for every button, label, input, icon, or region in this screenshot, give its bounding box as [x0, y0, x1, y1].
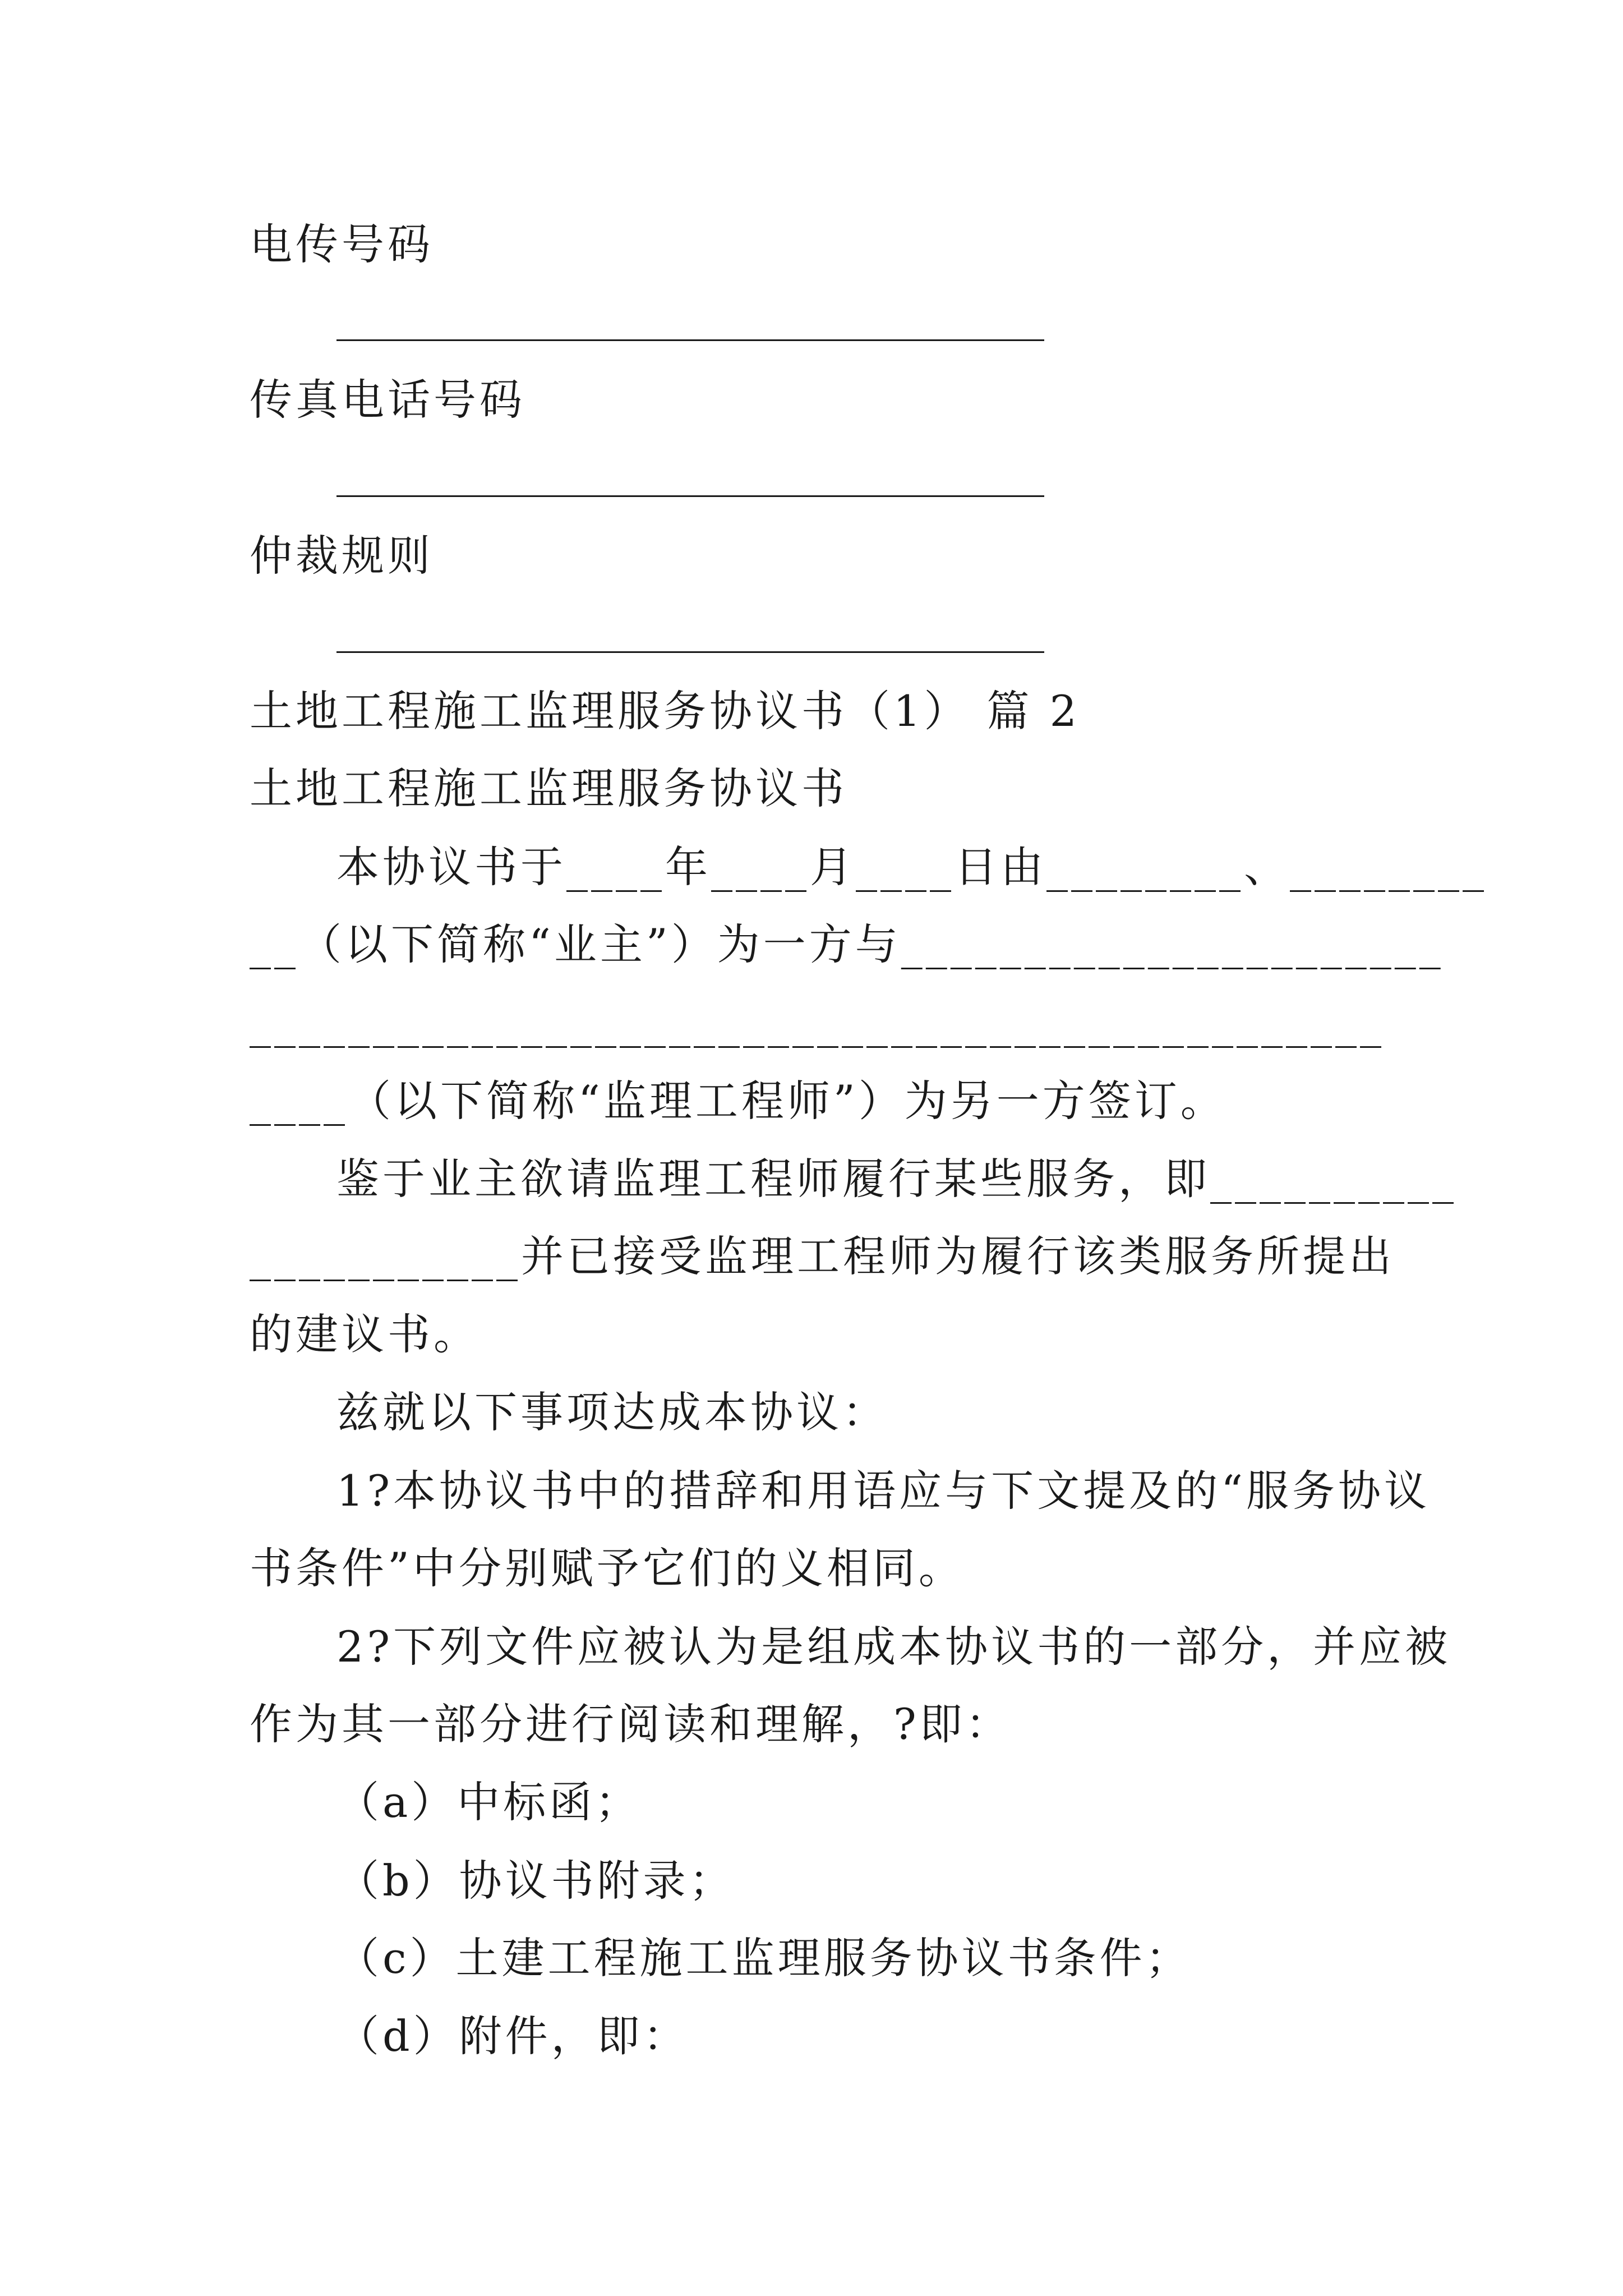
paragraph-line: 书条件”中分别赋予它们的义相同。 [250, 1543, 965, 1593]
field-blank-telex[interactable] [336, 339, 1044, 341]
paragraph-line: 2?下列文件应被认为是组成本协议书的一部分，并应被 [336, 1622, 1451, 1672]
paragraph-line: 1?本协议书中的措辞和用语应与下文提及的“服务协议 [336, 1466, 1430, 1516]
field-blank-fax[interactable] [336, 495, 1044, 497]
field-label-arbitration: 仲裁规则 [250, 531, 434, 581]
paragraph-line: 作为其一部分进行阅读和理解，?即： [250, 1699, 1012, 1749]
paragraph-line: ___________并已接受监理工程师为履行该类服务所提出 [250, 1231, 1395, 1281]
paragraph-line: 本协议书于____年____月____日由________、________ [336, 842, 1487, 892]
paragraph-line: 鉴于业主欲请监理工程师履行某些服务，即__________ [336, 1154, 1457, 1204]
document-title: 土地工程施工监理服务协议书 [250, 763, 847, 813]
list-item: （d）附件，即： [336, 2011, 689, 2061]
field-label-fax: 传真电话号码 [250, 375, 525, 425]
section-heading: 土地工程施工监理服务协议书（1） 篇 2 [250, 686, 1081, 736]
list-item: （b）协议书附录； [336, 1856, 735, 1906]
paragraph-line: ____（以下简称“监理工程师”）为另一方签订。 [250, 1076, 1227, 1126]
paragraph-line: __（以下简称“业主”）为一方与______________________ [250, 919, 1444, 969]
field-blank-arbitration[interactable] [336, 651, 1044, 653]
paragraph-line: 的建议书。 [250, 1309, 479, 1359]
list-item: （a）中标函； [336, 1777, 642, 1827]
paragraph-line: 兹就以下事项达成本协议： [336, 1387, 888, 1437]
field-label-telex: 电传号码 [250, 219, 434, 269]
paragraph-line: ______________________________________________ [250, 998, 1385, 1048]
list-item: （c）土建工程施工监理服务协议书条件； [336, 1933, 1192, 1983]
